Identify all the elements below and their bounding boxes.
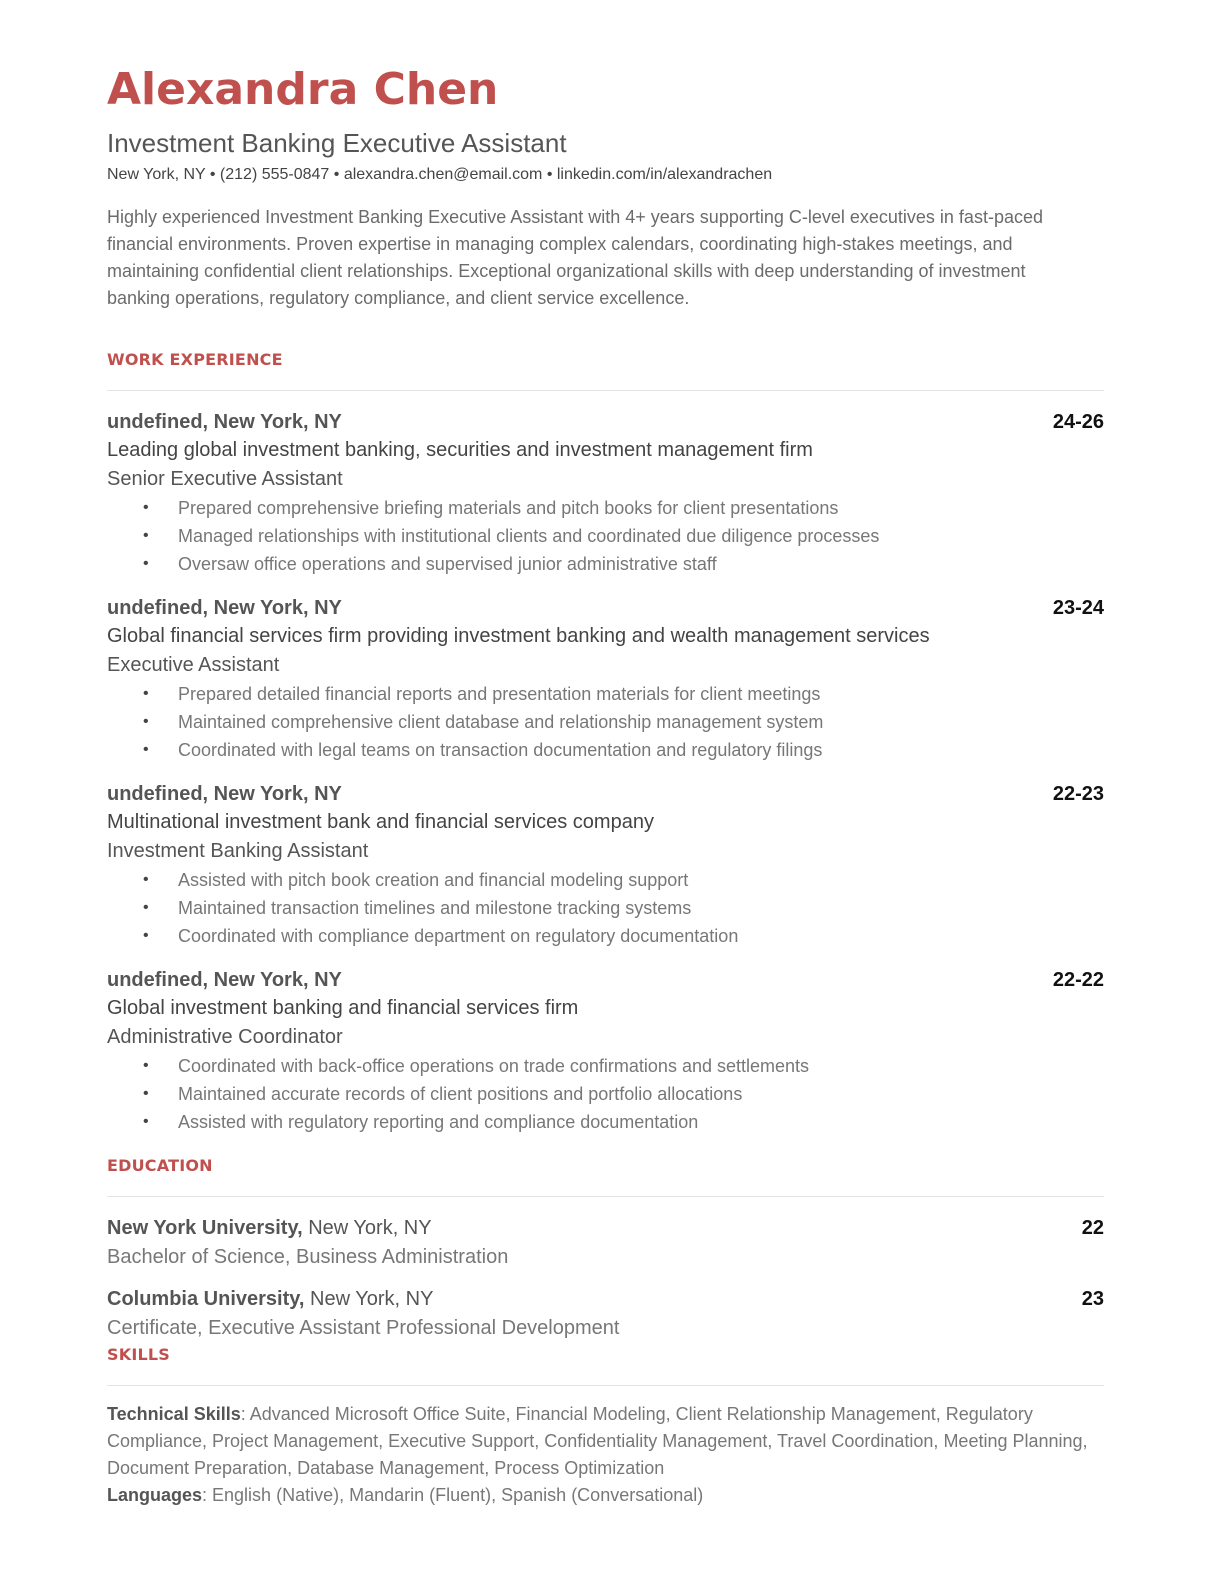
job-bullets [107, 1052, 1104, 1136]
education-year: 23 [1081, 1288, 1104, 1310]
job-bullet-text: Maintained transaction timelines and milestone tracking systems [178, 898, 692, 918]
technical-skills [107, 1401, 1104, 1482]
skills-heading: SKILLS [107, 1345, 170, 1364]
job-company: undefined, New York, NY [107, 783, 342, 805]
languages [107, 1482, 1104, 1509]
job-dates: 22-22 [1052, 969, 1104, 991]
job-bullet [107, 1108, 1104, 1136]
job-role: Administrative Coordinator [107, 1026, 343, 1048]
job-entry [107, 780, 1104, 950]
job-bullet-text: Coordinated with back-office operations on trade confirmations and settlements [178, 1056, 810, 1076]
bullet-icon: • [143, 741, 149, 758]
job-bullet [107, 736, 1104, 764]
bullet-icon: • [143, 713, 149, 730]
job-bullet [107, 1052, 1104, 1080]
section-divider [107, 390, 1104, 391]
job-dates: 22-23 [1052, 783, 1104, 805]
education-school-line [107, 1285, 433, 1313]
job-bullet [107, 680, 1104, 708]
bullet-icon: • [143, 899, 149, 916]
job-role: Senior Executive Assistant [107, 468, 343, 490]
job-company: undefined, New York, NY [107, 969, 342, 991]
school-location: New York, NY [310, 1288, 434, 1310]
job-bullet-text: Assisted with regulatory reporting and compliance documentation [178, 1112, 699, 1132]
school-name: New York University, [107, 1217, 303, 1239]
job-bullet-text: Prepared comprehensive briefing materials and pitch books for client presentations [178, 498, 839, 518]
professional-summary: Highly experienced Investment Banking Executive Assistant with 4+ years supporting C-level executives in fast-paced financial environments. Proven expertise in managing complex calendars, coordinating high-stakes meetings, and maintaining confidential client relationships. Exceptional organizational skills with deep understanding of investment banking operations, regulatory compliance, and client service excellence. [107, 207, 1043, 308]
bullet-icon: • [143, 927, 149, 944]
job-company-description: Multinational investment bank and financial services company [107, 811, 654, 833]
skills-section [107, 1345, 1104, 1509]
bullet-icon: • [143, 871, 149, 888]
work-experience-section [107, 350, 1104, 1136]
job-entry [107, 594, 1104, 764]
job-company: undefined, New York, NY [107, 411, 342, 433]
education-degree: Bachelor of Science, Business Administration [107, 1246, 509, 1268]
education-header [107, 1214, 1104, 1242]
job-bullets [107, 680, 1104, 764]
contact-line: New York, NY • (212) 555-0847 • alexandra.chen@email.com • linkedin.com/in/alexandrachen [107, 166, 773, 183]
resume-header [107, 62, 1104, 186]
job-bullet [107, 550, 1104, 578]
job-entry [107, 408, 1104, 578]
job-bullet [107, 708, 1104, 736]
education-entry [107, 1285, 1104, 1343]
candidate-name: Alexandra Chen [107, 64, 499, 115]
job-bullet [107, 922, 1104, 950]
job-company-description: Global financial services firm providing investment banking and wealth management services [107, 625, 930, 647]
job-bullet-text: Managed relationships with institutional clients and coordinated due diligence processes [178, 526, 880, 546]
languages-list: : English (Native), Mandarin (Fluent), Spanish (Conversational) [202, 1485, 704, 1505]
bullet-icon: • [143, 1085, 149, 1102]
job-dates: 23-24 [1052, 597, 1104, 619]
job-bullet [107, 866, 1104, 894]
education-school-line [107, 1214, 432, 1242]
job-bullet [107, 522, 1104, 550]
technical-skills-label: Technical Skills [107, 1404, 241, 1424]
school-name: Columbia University, [107, 1288, 305, 1310]
job-bullet [107, 494, 1104, 522]
job-entry [107, 966, 1104, 1136]
bullet-icon: • [143, 555, 149, 572]
work-experience-heading: WORK EXPERIENCE [107, 350, 283, 369]
job-bullet-text: Oversaw office operations and supervised junior administrative staff [178, 554, 717, 574]
job-company: undefined, New York, NY [107, 597, 342, 619]
job-dates: 24-26 [1052, 411, 1104, 433]
school-location: New York, NY [308, 1217, 432, 1239]
job-bullet-text: Maintained accurate records of client positions and portfolio allocations [178, 1084, 743, 1104]
job-bullet-text: Prepared detailed financial reports and presentation materials for client meetings [178, 684, 821, 704]
job-header [107, 594, 1104, 622]
job-role: Executive Assistant [107, 654, 280, 676]
job-header [107, 408, 1104, 436]
education-header [107, 1285, 1104, 1313]
education-entry [107, 1214, 1104, 1272]
job-bullet-text: Coordinated with compliance department on regulatory documentation [178, 926, 739, 946]
job-header [107, 780, 1104, 808]
bullet-icon: • [143, 1057, 149, 1074]
job-bullets [107, 866, 1104, 950]
job-bullets [107, 494, 1104, 578]
job-bullet-text: Coordinated with legal teams on transaction documentation and regulatory filings [178, 740, 823, 760]
job-bullet-text: Assisted with pitch book creation and financial modeling support [178, 870, 689, 890]
job-company-description: Leading global investment banking, securities and investment management firm [107, 439, 813, 461]
section-divider [107, 1196, 1104, 1197]
education-year: 22 [1081, 1217, 1104, 1239]
job-company-description: Global investment banking and financial services firm [107, 997, 579, 1019]
bullet-icon: • [143, 499, 149, 516]
technical-skills-list: : Advanced Microsoft Office Suite, Financial Modeling, Client Relationship Management, Regulatory Compliance, Project Management, Executive Support, Confidentiality Management, Travel Coordination, Meeting Planning, Document Preparation, Database Management, Process Optimization [107, 1404, 1088, 1478]
job-role: Investment Banking Assistant [107, 840, 369, 862]
job-bullet [107, 1080, 1104, 1108]
bullet-icon: • [143, 1113, 149, 1130]
bullet-icon: • [143, 527, 149, 544]
education-heading: EDUCATION [107, 1156, 213, 1175]
bullet-icon: • [143, 685, 149, 702]
job-bullet [107, 894, 1104, 922]
education-degree: Certificate, Executive Assistant Professional Development [107, 1317, 620, 1339]
candidate-title: Investment Banking Executive Assistant [107, 128, 567, 158]
languages-label: Languages [107, 1485, 203, 1505]
job-header [107, 966, 1104, 994]
education-section [107, 1156, 1104, 1343]
section-divider [107, 1385, 1104, 1386]
job-bullet-text: Maintained comprehensive client database and relationship management system [178, 712, 824, 732]
